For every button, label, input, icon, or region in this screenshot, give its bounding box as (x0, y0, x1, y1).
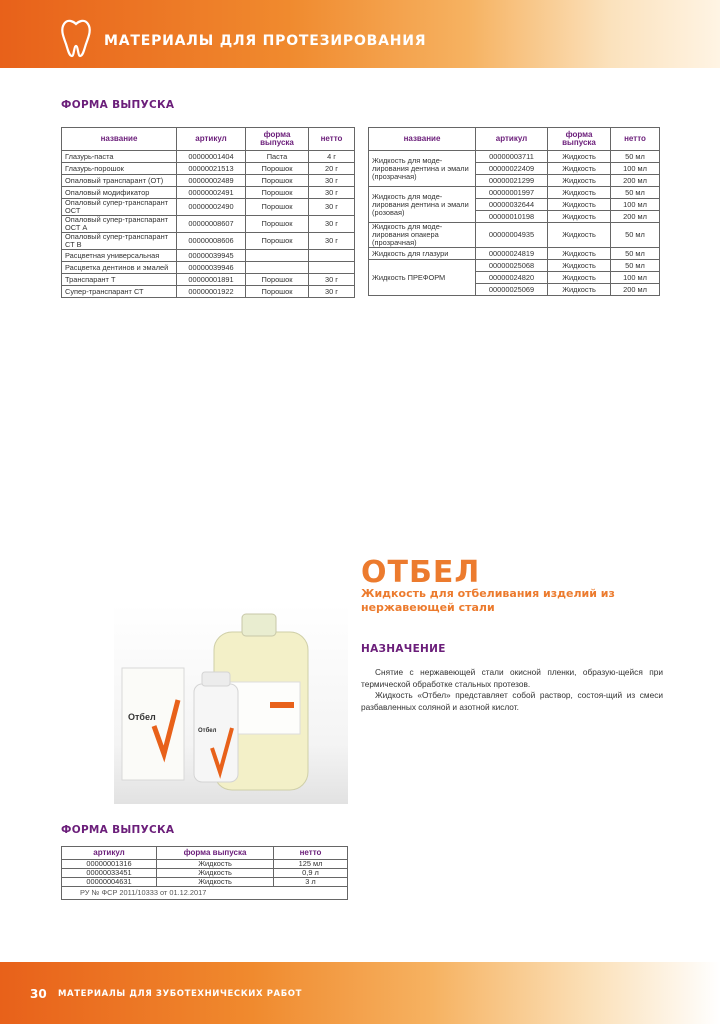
table-cell: Паста (246, 151, 309, 163)
table-cell: Жидкость для глазури (369, 248, 476, 260)
table-cell: 0,9 л (274, 869, 348, 878)
table-row (62, 878, 348, 887)
table-cell: Жидкость (548, 163, 611, 175)
table-cell: Жидкость для моде-лирования дентина и эмали (прозрачная) (369, 151, 476, 187)
table-cell: 30 г (309, 175, 355, 187)
table-cell (246, 262, 309, 274)
product-photo-illustration (114, 604, 348, 804)
table-cell: 00000003711 (476, 151, 548, 163)
table-cell: Жидкость (548, 151, 611, 163)
table-header: артикул (476, 128, 548, 151)
table-cell: Порошок (246, 187, 309, 199)
table-cell: 00000008606 (177, 233, 246, 250)
table-row (62, 187, 355, 199)
table-cell: 3 л (274, 878, 348, 887)
table-cell: Жидкость (548, 175, 611, 187)
table-row (62, 262, 355, 274)
table-cell: 00000010198 (476, 211, 548, 223)
table-row (62, 250, 355, 262)
table-cell: 4 г (309, 151, 355, 163)
table-cell: 50 мл (611, 187, 660, 199)
table-cell: 00000002491 (177, 187, 246, 199)
table-cell: Опаловый супер-транспарант ОСТ (62, 199, 177, 216)
table-cell: Жидкость (548, 260, 611, 272)
table-cell: Глазурь-порошок (62, 163, 177, 175)
table-cell: 200 мл (611, 284, 660, 296)
table-cell: 00000001922 (177, 286, 246, 298)
table-cell: Жидкость для моде-лирования опакера (прозрачная) (369, 223, 476, 248)
table-cell: 30 г (309, 233, 355, 250)
table-row (369, 223, 660, 248)
table-header: название (62, 128, 177, 151)
table-cell: Жидкость (157, 869, 274, 878)
table-cell: 00000002489 (177, 175, 246, 187)
materials-table (61, 127, 355, 298)
table-cell (246, 250, 309, 262)
table-cell: 100 мл (611, 163, 660, 175)
table-cell: Порошок (246, 175, 309, 187)
table-cell: 00000032644 (476, 199, 548, 211)
table-cell: Порошок (246, 216, 309, 233)
table-cell: Жидкость (157, 878, 274, 887)
table-cell: 00000024820 (476, 272, 548, 284)
table-header: название (369, 128, 476, 151)
table-cell: 00000025068 (476, 260, 548, 272)
page-number: 30 (30, 987, 47, 1001)
table-cell (309, 250, 355, 262)
table-cell: 200 мл (611, 175, 660, 187)
table-cell: Порошок (246, 286, 309, 298)
table-cell: Порошок (246, 199, 309, 216)
table-cell: 50 мл (611, 248, 660, 260)
table-cell: 50 мл (611, 151, 660, 163)
table-cell: 00000004631 (62, 878, 157, 887)
table-cell: 00000001997 (476, 187, 548, 199)
product-title: ОТБЕЛ (361, 555, 481, 590)
table-cell: 100 мл (611, 272, 660, 284)
table-cell: Порошок (246, 233, 309, 250)
description-paragraph: Снятие с нержавеющей стали окисной пленки, образую-щейся при термической обработке стальных протезов. (361, 667, 663, 689)
table-cell: 50 мл (611, 260, 660, 272)
table-row (62, 199, 355, 216)
table-cell: 125 мл (274, 860, 348, 869)
product-box-label: Отбел (128, 712, 156, 722)
table-cell: Транспарант Т (62, 274, 177, 286)
table-row (62, 151, 355, 163)
table-cell: Жидкость (548, 272, 611, 284)
tooth-icon (58, 18, 94, 58)
otbel-table (61, 846, 348, 900)
table-cell: Жидкость (548, 284, 611, 296)
table-row (369, 187, 660, 199)
table-cell: Опаловый супер-транспарант СТ В (62, 233, 177, 250)
table-cell: 00000021513 (177, 163, 246, 175)
release-form-heading-otbel: ФОРМА ВЫПУСКА (61, 824, 175, 836)
table-cell: 00000024819 (476, 248, 548, 260)
table-row (62, 274, 355, 286)
table-cell: Жидкость (157, 860, 274, 869)
table-row (369, 260, 660, 272)
table-cell: Жидкость (548, 223, 611, 248)
table-cell: Порошок (246, 274, 309, 286)
table-cell: 200 мл (611, 211, 660, 223)
table-header: форма выпуска (246, 128, 309, 151)
table-cell: 30 г (309, 286, 355, 298)
table-header: форма выпуска (548, 128, 611, 151)
table-cell: 00000004935 (476, 223, 548, 248)
product-description (361, 667, 663, 713)
table-cell: 00000022409 (476, 163, 548, 175)
table-cell: Супер-транспарант СТ (62, 286, 177, 298)
table-cell: Опаловый транспарант (ОТ) (62, 175, 177, 187)
table-cell: 00000039945 (177, 250, 246, 262)
product-photo (114, 604, 348, 804)
table-row (62, 163, 355, 175)
table-cell: Опаловый модификатор (62, 187, 177, 199)
table-row (62, 216, 355, 233)
table-cell: РУ № ФСР 2011/10333 от 01.12.2017 (62, 887, 348, 900)
table-header: нетто (309, 128, 355, 151)
table-cell: 00000001891 (177, 274, 246, 286)
table-header: форма выпуска (157, 847, 274, 860)
product-bottle-label: Отбел (198, 728, 217, 734)
table-cell: 00000039946 (177, 262, 246, 274)
table-cell: Жидкость (548, 211, 611, 223)
table-cell: Жидкость для моде-лирования дентина и эмали (розовая) (369, 187, 476, 223)
table-cell: 00000008607 (177, 216, 246, 233)
table-cell: Порошок (246, 163, 309, 175)
description-paragraph: Жидкость «Отбел» представляет собой раствор, состоя-щий из смеси разбавленных соляной и азотной кислот. (361, 690, 663, 712)
table-row (62, 233, 355, 250)
table-cell: Опаловый супер-транспарант ОСТ А (62, 216, 177, 233)
table-cell: 50 мл (611, 223, 660, 248)
page-title: МАТЕРИАЛЫ ДЛЯ ПРОТЕЗИРОВАНИЯ (104, 33, 427, 49)
liquids-table (368, 127, 660, 296)
table-header: артикул (62, 847, 157, 860)
table-header: нетто (611, 128, 660, 151)
table-cell: Жидкость (548, 187, 611, 199)
table-cell: Расцветная универсальная (62, 250, 177, 262)
table-cell: 00000025069 (476, 284, 548, 296)
table-cell: Жидкость (548, 248, 611, 260)
table-cell: 20 г (309, 163, 355, 175)
table-header: артикул (177, 128, 246, 151)
table-row (369, 248, 660, 260)
table-cell: 00000002490 (177, 199, 246, 216)
footer-title: МАТЕРИАЛЫ ДЛЯ ЗУБОТЕХНИЧЕСКИХ РАБОТ (58, 989, 303, 999)
table-cell: 00000033451 (62, 869, 157, 878)
table-cell: 00000001316 (62, 860, 157, 869)
table-row (62, 887, 348, 900)
product-subtitle: Жидкость для отбеливания изделий из нержавеющей стали (361, 587, 615, 614)
table-cell (309, 262, 355, 274)
table-cell: Жидкость ПРЕФОРМ (369, 260, 476, 296)
table-cell: 100 мл (611, 199, 660, 211)
table-cell: 30 г (309, 216, 355, 233)
table-row (62, 175, 355, 187)
table-cell: Расцветка дентинов и эмалей (62, 262, 177, 274)
purpose-heading: НАЗНАЧЕНИЕ (361, 643, 446, 655)
table-row (62, 286, 355, 298)
table-cell: 30 г (309, 199, 355, 216)
table-cell: 30 г (309, 187, 355, 199)
table-header: нетто (274, 847, 348, 860)
table-cell: 00000001404 (177, 151, 246, 163)
table-cell: 30 г (309, 274, 355, 286)
table-cell: Глазурь-паста (62, 151, 177, 163)
table-cell: 00000021299 (476, 175, 548, 187)
table-cell: Жидкость (548, 199, 611, 211)
table-row (369, 151, 660, 163)
release-form-heading: ФОРМА ВЫПУСКА (61, 99, 175, 111)
